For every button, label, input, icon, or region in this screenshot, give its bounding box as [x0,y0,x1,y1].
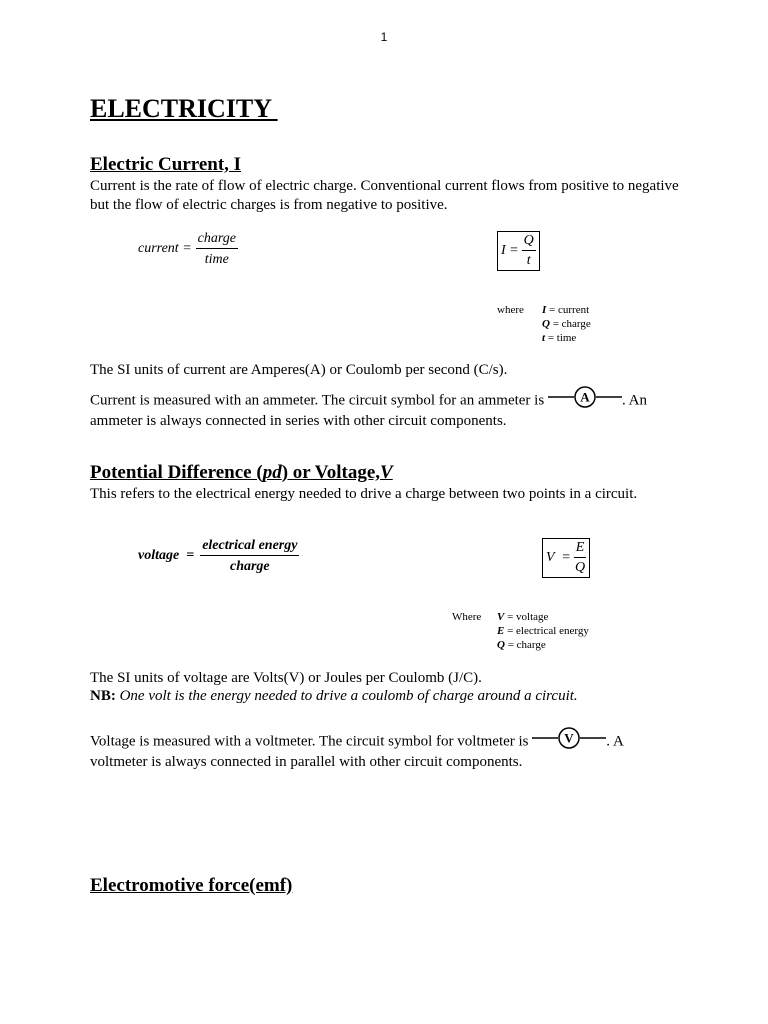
nb-text: One volt is the energy needed to drive a coulomb of charge around a circuit. [115,688,578,704]
where-desc: = electrical energy [504,625,589,637]
current-word-equation [138,230,238,268]
voltage-eq-lhs: voltage = [138,548,195,563]
current-si-units: The SI units of current are Amperes(A) or Coulomb per second (C/s). [90,362,508,378]
where-symbol: Q [542,318,550,330]
voltage-where-label: Where [452,611,482,623]
where-item [497,624,589,638]
current-measure-after: . An ammeter is always connected in series with other circuit components. [90,392,647,429]
page-number: 1 [380,30,388,44]
current-symbol-numerator: Q [522,233,536,251]
voltage-symbol-numerator: E [574,540,587,558]
voltage-si-units: The SI units of voltage are Volts(V) or Joules per Coulomb (J/C). [90,670,482,686]
where-desc: = charge [549,318,591,330]
ammeter-letter: A [580,389,590,405]
voltage-intro: This refers to the electrical energy needed to drive a charge between two points in a circuit. [90,486,638,502]
voltage-denominator: charge [229,559,270,574]
where-symbol: Q [497,639,505,651]
current-symbol-lhs-text: I [501,243,506,258]
voltage-heading-v: V [380,462,393,483]
voltage-measure-after: . A voltmeter is always connected in parallel with other circuit components. [90,733,623,770]
where-item [497,638,589,652]
voltage-symbol-fraction [574,540,587,576]
where-symbol: t [542,332,546,344]
voltage-numerator: electrical energy [200,537,299,556]
where-desc: = charge [504,639,546,651]
voltmeter-symbol-icon [532,727,606,749]
current-symbol-lhs: I = [501,243,519,258]
voltage-word-equation [138,537,299,575]
where-desc: = voltage [504,611,549,623]
current-symbol-denominator: t [526,253,531,268]
current-where-list [542,303,591,345]
where-symbol: E [497,625,505,637]
nb-label: NB: [90,688,116,704]
current-intro: Current is the rate of flow of electric charge. Conventional current flows from positive to negative but the flow of electric charges is from negative to positive. [90,178,679,213]
current-heading: Electric Current, I [90,154,242,175]
where-item [542,317,591,331]
voltage-fraction [200,537,299,575]
voltage-symbol-equation [542,538,590,578]
voltage-eq-lhs-text: voltage [138,548,180,563]
current-numerator: charge [196,230,238,249]
voltage-where-list [497,610,589,652]
where-item [542,303,591,317]
current-denominator: time [204,252,229,267]
page-title: ELECTRICITY [90,94,278,123]
where-desc: = current [546,304,590,316]
where-symbol: I [542,304,547,316]
where-item [542,331,591,345]
voltage-symbol-lhs: V = [546,550,571,565]
voltage-nb-note [90,687,680,706]
current-eq-lhs-text: current [138,241,179,256]
current-symbol-fraction [522,233,536,269]
voltage-symbol-denominator: Q [574,560,586,575]
current-where-label: where [497,304,524,316]
where-desc: = time [545,332,577,344]
where-symbol: V [497,611,505,623]
voltmeter-letter: V [564,730,574,746]
voltage-symbol-lhs-text: V [546,550,555,565]
current-eq-lhs: current = [138,241,192,256]
ammeter-symbol-icon [548,386,622,408]
voltage-measure-text [90,731,680,772]
voltage-measure-before: Voltage is measured with a voltmeter. The circuit symbol for voltmeter is [90,733,533,750]
where-item [497,610,589,624]
voltage-heading-mid: ) or Voltage, [281,462,381,483]
voltage-heading-pd: pd [262,462,282,483]
current-measure-text [90,390,680,431]
current-symbol-equation [497,231,540,271]
current-measure-before: Current is measured with an ammeter. The circuit symbol for an ammeter is [90,392,548,409]
current-fraction [196,230,238,268]
voltage-heading-pre: Potential Difference ( [90,462,263,483]
emf-heading: Electromotive force(emf) [90,875,293,896]
voltage-heading [90,462,393,484]
